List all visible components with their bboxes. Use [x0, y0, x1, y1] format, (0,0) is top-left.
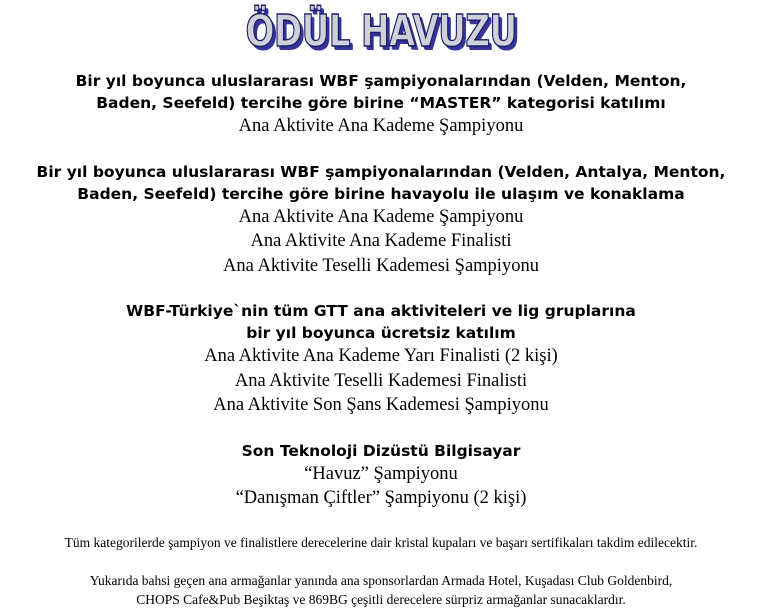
prize-header-line: Baden, Seefeld) tercihe göre birine “MASTER” kategorisi katılımı — [96, 94, 666, 112]
prize-header-line: Son Teknoloji Dizüstü Bilgisayar — [241, 441, 521, 460]
prize-recipient: “Danışman Çiftler” Şampiyonu (2 kişi) — [235, 488, 527, 508]
prize-section-laptop — [0, 440, 762, 511]
prize-section-travel — [0, 161, 762, 279]
prize-recipient: Ana Aktivite Ana Kademe Yarı Finalisti (2 kişi) — [204, 346, 558, 366]
prize-recipient: Ana Aktivite Teselli Kademesi Şampiyonu — [223, 255, 539, 276]
prize-header-line: WBF-Türkiye`nin tüm GTT ana aktiviteleri ve lig gruplarına — [126, 302, 636, 320]
prize-header-line: Baden, Seefeld) tercihe göre birine havayolu ile ulaşım ve konaklama — [77, 184, 685, 203]
note-line: Tüm kategorilerde şampiyon ve finalistlere derecelerine dair kristal kupaları ve başarı sertifikaları takdim edilecektir. — [64, 534, 698, 550]
prize-recipient: Ana Aktivite Son Şans Kademesi Şampiyonu — [213, 395, 549, 415]
prize-recipient: Ana Aktivite Teselli Kademesi Finalisti — [234, 370, 528, 391]
prize-section-master — [0, 70, 762, 139]
prize-list — [0, 70, 762, 609]
prize-header-line: bir yıl boyunca ücretsiz katılım — [246, 324, 516, 342]
prize-recipient: Ana Aktivite Ana Kademe Şampiyonu — [238, 206, 524, 227]
note-line: Yukarıda bahsi geçen ana armağanlar yanında ana sponsorlardan Armada Hotel, Kuşadası Club Goldenbird, — [89, 572, 673, 588]
note-sponsors — [0, 571, 762, 609]
note-line: CHOPS Cafe&Pub Beşiktaş ve 869BG çeşitli derecelere sürpriz armağanlar sunacaklardır. — [136, 591, 626, 607]
prize-header-line: Bir yıl boyunca uluslararası WBF şampiyonalarından (Velden, Antalya, Menton, — [36, 162, 726, 181]
note-trophies — [0, 533, 762, 552]
prize-recipient: Ana Aktivite Ana Kademe Finalisti — [250, 231, 512, 251]
prize-recipient: “Havuz” Şampiyonu — [304, 463, 458, 484]
prize-header-line: Bir yıl boyunca uluslararası WBF şampiyonalarından (Velden, Menton, — [75, 72, 687, 90]
prize-recipient: Ana Aktivite Ana Kademe Şampiyonu — [238, 116, 524, 136]
prize-section-participation — [0, 300, 762, 418]
page-title: ÖDÜL HAVUZU — [245, 6, 517, 57]
